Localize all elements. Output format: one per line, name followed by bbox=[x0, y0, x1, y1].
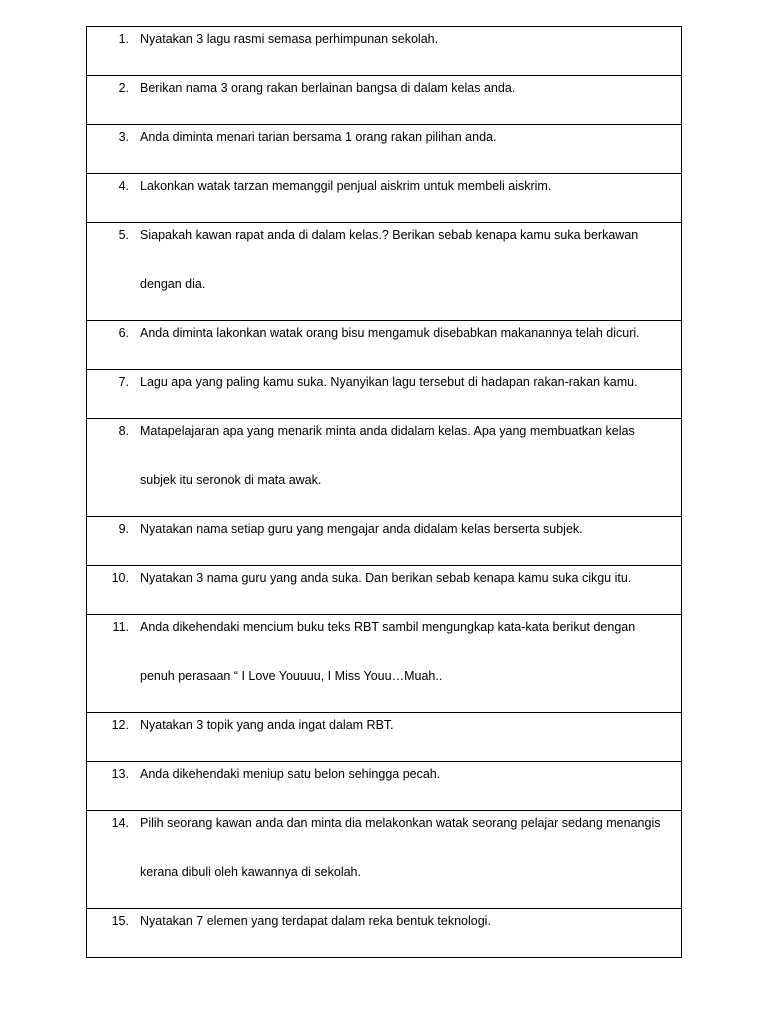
task-text: Nyatakan 7 elemen yang terdapat dalam reka bentuk teknologi. bbox=[140, 914, 491, 928]
task-list-table bbox=[86, 26, 682, 958]
task-row bbox=[87, 321, 682, 370]
task-row bbox=[87, 517, 682, 566]
task-text: Lagu apa yang paling kamu suka. Nyanyikan lagu tersebut di hadapan rakan-rakan kamu. bbox=[140, 375, 638, 389]
task-text: Matapelajaran apa yang menarik minta anda didalam kelas. Apa yang membuatkan kelas bbox=[140, 424, 635, 438]
task-row bbox=[87, 419, 682, 517]
task-cell bbox=[87, 811, 682, 909]
task-text: Berikan nama 3 orang rakan berlainan bangsa di dalam kelas anda. bbox=[140, 81, 516, 95]
task-number: 7. bbox=[118, 375, 129, 389]
task-text: Pilih seorang kawan anda dan minta dia melakonkan watak seorang pelajar sedang menangis bbox=[140, 816, 661, 830]
task-row bbox=[87, 762, 682, 811]
task-number: 12. bbox=[111, 718, 129, 732]
task-text-continuation: subjek itu seronok di mata awak. bbox=[140, 473, 322, 487]
task-cell bbox=[87, 223, 682, 321]
task-text: Anda dikehendaki meniup satu belon sehingga pecah. bbox=[140, 767, 441, 781]
task-row bbox=[87, 125, 682, 174]
task-cell bbox=[87, 713, 682, 762]
task-number: 13. bbox=[111, 767, 129, 781]
task-text: Lakonkan watak tarzan memanggil penjual aiskrim untuk membeli aiskrim. bbox=[140, 179, 552, 193]
task-row bbox=[87, 615, 682, 713]
task-cell bbox=[87, 370, 682, 419]
task-number: 5. bbox=[118, 228, 129, 242]
task-number: 15. bbox=[111, 914, 129, 928]
task-cell bbox=[87, 909, 682, 958]
task-number: 9. bbox=[118, 522, 129, 536]
task-text: Nyatakan 3 lagu rasmi semasa perhimpunan sekolah. bbox=[140, 32, 439, 46]
task-number: 8. bbox=[118, 424, 129, 438]
task-row bbox=[87, 223, 682, 321]
task-text: Nyatakan 3 nama guru yang anda suka. Dan berikan sebab kenapa kamu suka cikgu itu. bbox=[140, 571, 632, 585]
task-text: Anda diminta lakonkan watak orang bisu mengamuk disebabkan makanannya telah dicuri. bbox=[140, 326, 640, 340]
task-cell bbox=[87, 321, 682, 370]
task-text-continuation: penuh perasaan “ I Love Youuuu, I Miss Youu…Muah.. bbox=[140, 669, 443, 683]
task-text: Nyatakan nama setiap guru yang mengajar anda didalam kelas berserta subjek. bbox=[140, 522, 583, 536]
task-cell bbox=[87, 125, 682, 174]
task-cell bbox=[87, 27, 682, 76]
task-row bbox=[87, 811, 682, 909]
task-number: 11. bbox=[112, 620, 129, 634]
task-row bbox=[87, 370, 682, 419]
task-number: 3. bbox=[118, 130, 129, 144]
task-cell bbox=[87, 419, 682, 517]
task-row bbox=[87, 713, 682, 762]
task-text: Siapakah kawan rapat anda di dalam kelas.? Berikan sebab kenapa kamu suka berkawan bbox=[140, 228, 639, 242]
task-cell bbox=[87, 76, 682, 125]
task-cell bbox=[87, 566, 682, 615]
task-number: 6. bbox=[118, 326, 129, 340]
task-cell bbox=[87, 762, 682, 811]
task-row bbox=[87, 566, 682, 615]
task-cell bbox=[87, 615, 682, 713]
task-row bbox=[87, 27, 682, 76]
task-number: 2. bbox=[118, 81, 129, 95]
task-cell bbox=[87, 517, 682, 566]
task-text-continuation: dengan dia. bbox=[140, 277, 206, 291]
task-number: 1. bbox=[118, 32, 129, 46]
task-row bbox=[87, 174, 682, 223]
task-cell bbox=[87, 174, 682, 223]
task-text-continuation: kerana dibuli oleh kawannya di sekolah. bbox=[140, 865, 361, 879]
task-text: Anda diminta menari tarian bersama 1 orang rakan pilihan anda. bbox=[140, 130, 497, 144]
task-text: Nyatakan 3 topik yang anda ingat dalam RBT. bbox=[140, 718, 394, 732]
task-number: 10. bbox=[111, 571, 129, 585]
task-number: 14. bbox=[111, 816, 129, 830]
task-row bbox=[87, 76, 682, 125]
task-row bbox=[87, 909, 682, 958]
task-number: 4. bbox=[118, 179, 129, 193]
task-text: Anda dikehendaki mencium buku teks RBT sambil mengungkap kata-kata berikut dengan bbox=[140, 620, 636, 634]
